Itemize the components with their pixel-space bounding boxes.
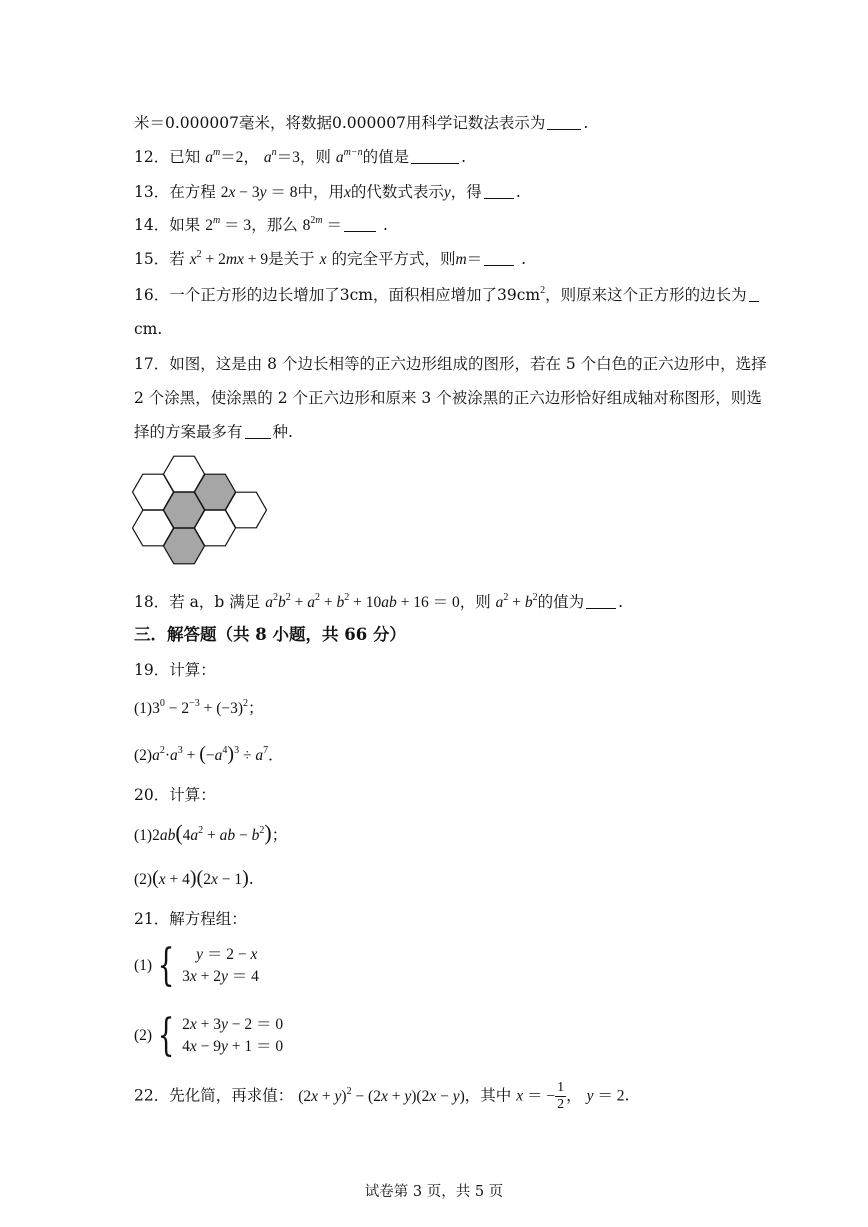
- q12-line: 12．已知 $a^m=2$， $a^n=3$，则 $a^{m-n}$的值是 .: [134, 147, 467, 166]
- q11-tail-line: 米＝0.000007毫米，将数据0.000007用科学记数法表示为 .: [134, 114, 589, 132]
- q22-expression: $(2x + y)^2 - (2x + y)(2x - y)$: [298, 1085, 465, 1105]
- q12-math-amn: $a^{m-n}$: [335, 147, 363, 166]
- answer-blank: [547, 115, 581, 130]
- q17-line-1: 17．如图，这是由 8 个边长相等的正六边形组成的图形，若在 5 个白色的正六边形中，选择: [134, 355, 767, 373]
- answer-blank: [586, 594, 616, 609]
- q12-math-am: $a^m$: [205, 147, 221, 166]
- q20-part-2: (2)(x + 4)(2x − 1).: [134, 867, 254, 889]
- q12-math-an: $a^n$: [263, 147, 277, 166]
- q20-title: 20．计算：: [134, 786, 216, 804]
- q19-part-2: $(2)a^2\cdot a^3 + (-a^4)^3 \div a^7$．: [134, 743, 284, 765]
- q19-part-1: $(1)3^0 - 2^{-3} + (-3)^2$；: [134, 698, 264, 717]
- section-3-heading: 三．解答题（共 8 小题，共 66 分）: [134, 625, 406, 644]
- answer-blank: [484, 184, 514, 199]
- answer-blank: [749, 287, 759, 302]
- answer-blank: [245, 424, 271, 439]
- answer-blank: [344, 217, 376, 232]
- q14-math-2: $8^{2m}$ ＝: [302, 215, 343, 234]
- q19-title: 19．计算：: [134, 661, 216, 679]
- q18-expression: $a^2 + b^2$: [495, 592, 538, 611]
- q14-math-1: $2^m = 3$: [205, 215, 252, 234]
- q17-line-3: 择的方案最多有 种.: [134, 423, 293, 441]
- q13-equation: 2x − 3y ＝ 8: [220, 184, 298, 201]
- q16-line-2: cm.: [134, 320, 163, 338]
- q15-math: $x^2 + 2mx + 9$: [189, 249, 269, 268]
- q15-line: 15．若 $x^2 + 2mx + 9$是关于 x 的完全平方式，则m＝ .: [134, 249, 527, 268]
- answer-blank: [411, 149, 459, 164]
- q14-line: 14．如果 $2^m = 3$，那么 $8^{2m}$ ＝ .: [134, 215, 388, 234]
- q20-part-1: $(1)2ab(4a^2$ + ab − $b^2$)；: [134, 820, 288, 845]
- q22-fraction: $\frac{1}{2}$: [557, 1080, 565, 1112]
- hexagon-figure: [128, 452, 284, 578]
- q21-title: 21．解方程组：: [134, 910, 247, 928]
- q21-part-1: (1) { y ＝ 2 − x 3x + 2y ＝ 4: [134, 940, 259, 991]
- q18-equation: $a^2b^2 + a^2 + b^2 + 10ab + 16 = 0$: [265, 592, 460, 611]
- q13-line: 13．在方程 2x − 3y ＝ 8中，用x的代数式表示y，得 .: [134, 183, 521, 201]
- q22-line: 22．先化简，再求值： $(2x + y)^2 - (2x + y)(2x - y)$，其中 x ＝ − $\frac{1}{2}$ ， y ＝ 2.: [134, 1080, 630, 1112]
- q18-line: 18．若 a，b 满足 $a^2b^2 + a^2 + b^2 + 10ab + 16 = 0$，则 $a^2 + b^2$的值为 .: [134, 592, 624, 611]
- q21-part-2: (2) { 2x + 3y − 2 ＝ 0 4x − 9y + 1 ＝ 0: [134, 1010, 284, 1061]
- answer-blank: [484, 251, 514, 266]
- q16-line-1: 16．一个正方形的边长增加了3cm，面积相应增加了$39cm^2$，则原来这个正方形的边长为: [134, 284, 761, 306]
- page-footer: 试卷第 3 页，共 5 页: [364, 1184, 504, 1200]
- q17-line-2: 2 个涂黑，使涂黑的 2 个正六边形和原来 3 个被涂黑的正六边形恰好组成轴对称图形，则选: [134, 389, 762, 407]
